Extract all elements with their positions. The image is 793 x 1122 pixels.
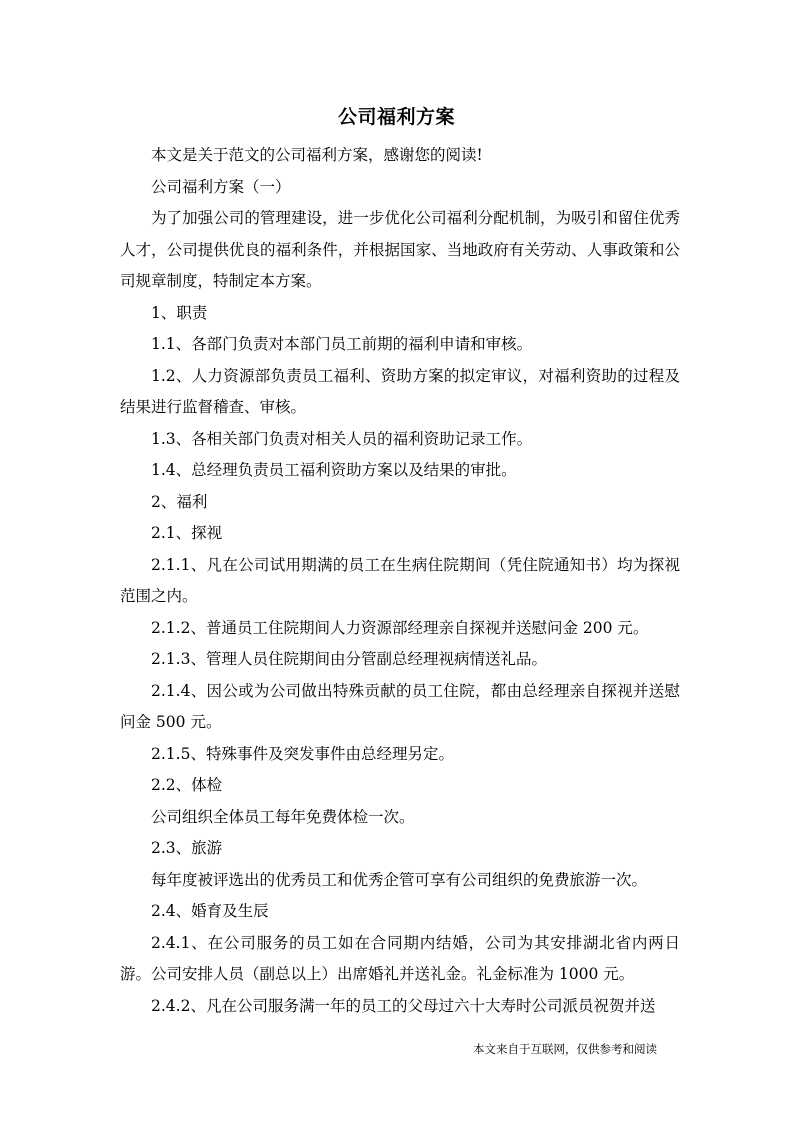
paragraph-duty-1-3: 1.3、各相关部门负责对相关人员的福利资助记录工作。 bbox=[151, 429, 533, 448]
paragraph-visit-2-1-4: 2.1.4、因公或为公司做出特殊贡献的员工住院，都由总经理亲自探视并送慰问金 500 元。 bbox=[120, 681, 680, 731]
paragraph-intro: 本文是关于范文的公司福利方案，感谢您的阅读! bbox=[151, 146, 483, 164]
heading-duties: 1、职责 bbox=[151, 303, 208, 322]
paragraph-visit-2-1-2: 2.1.2、普通员工住院期间人力资源部经理亲自探视并送慰问金 200 元。 bbox=[151, 618, 649, 637]
paragraph-visit-2-1-1: 2.1.1、凡在公司试用期满的员工在生病住院期间（凭住院通知书）均为探视范围之内。 bbox=[120, 555, 680, 605]
paragraph-duty-1-4: 1.4、总经理负责员工福利资助方案以及结果的审批。 bbox=[151, 461, 517, 479]
document-title: 公司福利方案 bbox=[337, 106, 455, 128]
paragraph-visit-2-1-3: 2.1.3、管理人员住院期间由分管副总经理视病情送礼品。 bbox=[151, 650, 547, 668]
paragraph-checkup: 公司组织全体员工每年免费体检一次。 bbox=[151, 807, 415, 826]
paragraph-birthday-2-4-2: 2.4.2、凡在公司服务满一年的员工的父母过六十大寿时公司派员祝贺并送 bbox=[151, 996, 656, 1015]
document-body bbox=[120, 140, 680, 1022]
heading-marriage-birth: 2.4、婚育及生辰 bbox=[151, 902, 269, 920]
heading-travel: 2.3、旅游 bbox=[151, 839, 223, 857]
heading-welfare: 2、福利 bbox=[151, 492, 208, 511]
paragraph-duty-1-2: 1.2、人力资源部负责员工福利、资助方案的拟定审议，对福利资助的过程及结果进行监督稽查、审核。 bbox=[120, 366, 680, 416]
paragraph-purpose: 为了加强公司的管理建设，进一步优化公司福利分配机制，为吸引和留住优秀人才，公司提供优良的福利条件，并根据国家、当地政府有关劳动、人事政策和公司规章制度，特制定本方案。 bbox=[120, 209, 680, 290]
paragraph-duty-1-1: 1.1、各部门负责对本部门员工前期的福利申请和审核。 bbox=[151, 335, 533, 353]
paragraph-travel: 每年度被评选出的优秀员工和优秀企管可享有公司组织的免费旅游一次。 bbox=[151, 870, 648, 889]
heading-checkup: 2.2、体检 bbox=[151, 776, 223, 794]
paragraph-visit-2-1-5: 2.1.5、特殊事件及突发事件由总经理另定。 bbox=[151, 744, 454, 763]
paragraph-marriage-2-4-1: 2.4.1、在公司服务的员工如在合同期内结婚，公司为其安排湖北省内两日游。公司安排人员（副总以上）出席婚礼并送礼金。礼金标准为 1000 元。 bbox=[120, 933, 680, 983]
paragraph-section-title: 公司福利方案（一） bbox=[151, 177, 291, 196]
footer-note: 本文来自于互联网，仅供参考和阅读 bbox=[473, 1042, 657, 1056]
heading-visit: 2.1、探视 bbox=[151, 524, 223, 542]
